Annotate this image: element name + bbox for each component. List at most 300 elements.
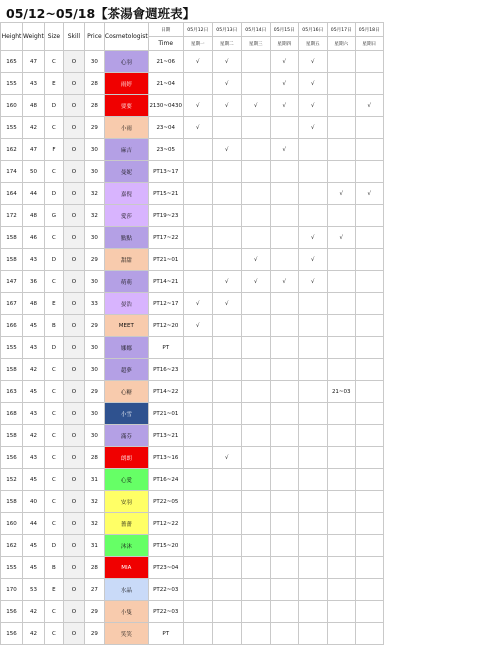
cell-day [355, 337, 383, 359]
check-mark: √ [298, 95, 327, 117]
cell-day [270, 117, 298, 139]
check-mark: √ [212, 139, 241, 161]
table-row [1, 403, 384, 425]
cell-day [355, 139, 383, 161]
cell-price: 31 [84, 535, 104, 557]
check-mark: √ [298, 51, 327, 73]
cell-day [183, 579, 212, 601]
cell-time: PT15~21 [148, 183, 183, 205]
cell-day [327, 557, 355, 579]
cell-size: F [44, 139, 63, 161]
table-row [1, 183, 384, 205]
cell-skill: O [63, 227, 84, 249]
cell-day [241, 161, 270, 183]
cell-cosmetologist: 小雨 [104, 117, 148, 139]
cell-skill: O [63, 95, 84, 117]
cell-time: 23~05 [148, 139, 183, 161]
cell-day [212, 535, 241, 557]
cell-day [183, 557, 212, 579]
cell-size: G [44, 205, 63, 227]
cell-skill: O [63, 117, 84, 139]
check-mark: √ [355, 183, 383, 205]
cell-day [241, 205, 270, 227]
cell-time: PT21~01 [148, 249, 183, 271]
cell-size: C [44, 271, 63, 293]
cell-day [298, 403, 327, 425]
cell-price: 32 [84, 205, 104, 227]
cell-day [270, 601, 298, 623]
cell-day [183, 183, 212, 205]
header-date: 05月16日 [298, 23, 327, 37]
cell-price: 32 [84, 491, 104, 513]
cell-time: PT14~22 [148, 381, 183, 403]
check-mark: √ [298, 249, 327, 271]
cell-day [270, 183, 298, 205]
cell-time: PT22~03 [148, 601, 183, 623]
cell-time: PT14~21 [148, 271, 183, 293]
cell-size: C [44, 491, 63, 513]
cell-day [327, 491, 355, 513]
check-mark: √ [212, 95, 241, 117]
cell-cosmetologist: 要要 [104, 95, 148, 117]
cell-day [327, 293, 355, 315]
cell-height: 165 [1, 51, 23, 73]
cell-day [298, 381, 327, 403]
cell-size: B [44, 557, 63, 579]
table-row [1, 381, 384, 403]
cell-day [355, 205, 383, 227]
table-row [1, 337, 384, 359]
cell-day [327, 117, 355, 139]
cell-day [327, 579, 355, 601]
table-row [1, 139, 384, 161]
cell-day [270, 381, 298, 403]
cell-height: 164 [1, 183, 23, 205]
cell-day [327, 51, 355, 73]
cell-size: E [44, 73, 63, 95]
cell-weight: 36 [23, 271, 45, 293]
cell-time: PT13~16 [148, 447, 183, 469]
cell-day [327, 447, 355, 469]
cell-cosmetologist: 晏浩 [104, 293, 148, 315]
cell-price: 30 [84, 227, 104, 249]
cell-price: 31 [84, 469, 104, 491]
table-row [1, 491, 384, 513]
cell-time: PT12~17 [148, 293, 183, 315]
cell-weight: 42 [23, 623, 45, 645]
check-mark: √ [212, 293, 241, 315]
cell-weight: 45 [23, 381, 45, 403]
cell-skill: O [63, 557, 84, 579]
cell-day [212, 579, 241, 601]
cell-day [298, 337, 327, 359]
table-row [1, 271, 384, 293]
cell-cosmetologist: 沐沐 [104, 535, 148, 557]
cell-day [241, 403, 270, 425]
cell-skill: O [63, 359, 84, 381]
cell-day [355, 271, 383, 293]
cell-day [270, 249, 298, 271]
cell-price: 29 [84, 315, 104, 337]
cell-day [355, 227, 383, 249]
cell-day [241, 183, 270, 205]
cell-day [183, 249, 212, 271]
cell-day [355, 601, 383, 623]
cell-time: PT13~21 [148, 425, 183, 447]
cell-price: 29 [84, 381, 104, 403]
cell-price: 30 [84, 337, 104, 359]
cell-cosmetologist: 超夢 [104, 359, 148, 381]
cell-day [327, 403, 355, 425]
cell-day [183, 513, 212, 535]
cell-cosmetologist: 安羽 [104, 491, 148, 513]
header-height: Height [1, 23, 23, 51]
header-weekday: 星期日 [355, 37, 383, 51]
cell-day [270, 315, 298, 337]
cell-price: 30 [84, 139, 104, 161]
cell-size: C [44, 381, 63, 403]
cell-time: PT21~01 [148, 403, 183, 425]
cell-weight: 48 [23, 205, 45, 227]
cell-day [241, 227, 270, 249]
cell-day [355, 161, 383, 183]
cell-day [270, 513, 298, 535]
cell-time: 21~06 [148, 51, 183, 73]
cell-skill: O [63, 337, 84, 359]
cell-day [270, 403, 298, 425]
cell-day [212, 601, 241, 623]
cell-day [327, 205, 355, 227]
cell-day [298, 293, 327, 315]
cell-day [241, 359, 270, 381]
header-skill: Skill [63, 23, 84, 51]
cell-size: E [44, 293, 63, 315]
table-row [1, 117, 384, 139]
cell-skill: O [63, 183, 84, 205]
cell-size: D [44, 95, 63, 117]
cell-time: PT19~23 [148, 205, 183, 227]
cell-day [183, 425, 212, 447]
cell-skill: O [63, 403, 84, 425]
check-mark: √ [327, 183, 355, 205]
cell-price: 30 [84, 403, 104, 425]
cell-day [183, 535, 212, 557]
cell-day [355, 315, 383, 337]
cell-day [241, 381, 270, 403]
header-weekday: 星期六 [327, 37, 355, 51]
header-weight: Weight [23, 23, 45, 51]
cell-day [298, 601, 327, 623]
cell-time: PT12~22 [148, 513, 183, 535]
header-time: Time [148, 37, 183, 51]
cell-day [327, 425, 355, 447]
cell-cosmetologist: 愛莎 [104, 205, 148, 227]
check-mark: √ [270, 271, 298, 293]
table-row [1, 293, 384, 315]
cell-day [298, 359, 327, 381]
cell-time: PT23~04 [148, 557, 183, 579]
cell-size: C [44, 403, 63, 425]
cell-cosmetologist: 薔薔 [104, 513, 148, 535]
table-row [1, 51, 384, 73]
cell-height: 167 [1, 293, 23, 315]
cell-height: 158 [1, 359, 23, 381]
check-mark: √ [270, 139, 298, 161]
cell-height: 155 [1, 73, 23, 95]
check-mark: √ [298, 227, 327, 249]
table-row [1, 249, 384, 271]
header-weekday: 星期二 [212, 37, 241, 51]
cell-skill: O [63, 271, 84, 293]
cell-cosmetologist: 點點 [104, 227, 148, 249]
cell-height: 155 [1, 337, 23, 359]
cell-day [355, 381, 383, 403]
table-row [1, 447, 384, 469]
cell-time: PT12~20 [148, 315, 183, 337]
cell-day [212, 315, 241, 337]
cell-height: 168 [1, 403, 23, 425]
cell-time: PT [148, 337, 183, 359]
cell-weight: 44 [23, 183, 45, 205]
cell-weight: 45 [23, 535, 45, 557]
cell-cosmetologist: 滿芬 [104, 425, 148, 447]
table-row [1, 623, 384, 645]
table-header [1, 23, 384, 51]
check-mark: √ [183, 293, 212, 315]
cell-size: B [44, 315, 63, 337]
check-mark: √ [298, 117, 327, 139]
header-weekday: 星期五 [298, 37, 327, 51]
cell-skill: O [63, 623, 84, 645]
cell-time: PT16~23 [148, 359, 183, 381]
cell-day [212, 249, 241, 271]
cell-day [241, 337, 270, 359]
cell-day [355, 557, 383, 579]
cell-day [327, 315, 355, 337]
cell-day [241, 139, 270, 161]
table-row [1, 425, 384, 447]
cell-day [212, 337, 241, 359]
cell-day [212, 205, 241, 227]
cell-day [212, 425, 241, 447]
cell-weight: 45 [23, 469, 45, 491]
cell-weight: 45 [23, 315, 45, 337]
cell-weight: 48 [23, 95, 45, 117]
cell-day [355, 117, 383, 139]
check-mark: √ [270, 73, 298, 95]
cell-day [327, 623, 355, 645]
cell-cosmetologist: 曼妮 [104, 161, 148, 183]
cell-time: PT17~22 [148, 227, 183, 249]
header-date: 05月18日 [355, 23, 383, 37]
cell-day [241, 623, 270, 645]
cell-height: 162 [1, 535, 23, 557]
cell-day [241, 51, 270, 73]
cell-day [327, 95, 355, 117]
cell-height: 158 [1, 425, 23, 447]
check-mark: √ [241, 271, 270, 293]
cell-day [355, 513, 383, 535]
header-date: 05月17日 [327, 23, 355, 37]
cell-day [212, 183, 241, 205]
cell-height: 156 [1, 447, 23, 469]
check-mark: √ [241, 95, 270, 117]
header-date: 05月15日 [270, 23, 298, 37]
cell-day [270, 425, 298, 447]
cell-day [183, 403, 212, 425]
cell-size: C [44, 51, 63, 73]
header-cosmetologist: Cosmetologist [104, 23, 148, 51]
cell-weight: 44 [23, 513, 45, 535]
cell-day [270, 161, 298, 183]
cell-cosmetologist: 萌萌 [104, 271, 148, 293]
cell-price: 28 [84, 447, 104, 469]
cell-day [212, 359, 241, 381]
cell-skill: O [63, 601, 84, 623]
cell-weight: 43 [23, 73, 45, 95]
cell-price: 30 [84, 359, 104, 381]
cell-size: D [44, 183, 63, 205]
cell-day [355, 447, 383, 469]
cell-cosmetologist: 小雪 [104, 403, 148, 425]
cell-cosmetologist: 雨婷 [104, 73, 148, 95]
cell-day [183, 139, 212, 161]
page-title: 05/12~05/18【茶湯會週班表】 [6, 6, 196, 21]
cell-time: PT [148, 623, 183, 645]
cell-price: 30 [84, 51, 104, 73]
cell-size: E [44, 579, 63, 601]
header-size: Size [44, 23, 63, 51]
cell-skill: O [63, 51, 84, 73]
table-body [1, 51, 384, 645]
cell-day [270, 623, 298, 645]
cell-weight: 47 [23, 51, 45, 73]
cell-day [241, 447, 270, 469]
cell-day [241, 535, 270, 557]
cell-cosmetologist: 嘉倪 [104, 183, 148, 205]
cell-cosmetologist: MIA [104, 557, 148, 579]
cell-skill: O [63, 381, 84, 403]
cell-height: 155 [1, 117, 23, 139]
cell-height: 166 [1, 315, 23, 337]
cell-day [298, 139, 327, 161]
table-row [1, 513, 384, 535]
cell-weight: 42 [23, 359, 45, 381]
cell-price: 28 [84, 73, 104, 95]
cell-day [355, 403, 383, 425]
cell-size: C [44, 447, 63, 469]
check-mark: √ [270, 51, 298, 73]
cell-price: 28 [84, 557, 104, 579]
cell-day [212, 403, 241, 425]
cell-day [241, 513, 270, 535]
cell-skill: O [63, 447, 84, 469]
check-mark: √ [212, 271, 241, 293]
cell-size: C [44, 601, 63, 623]
cell-weight: 43 [23, 249, 45, 271]
cell-skill: O [63, 205, 84, 227]
cell-day [183, 205, 212, 227]
cell-day [212, 491, 241, 513]
cell-height: 152 [1, 469, 23, 491]
cell-day [241, 491, 270, 513]
cell-price: 29 [84, 117, 104, 139]
table-row [1, 227, 384, 249]
header-date: 05月13日 [212, 23, 241, 37]
cell-day [183, 161, 212, 183]
cell-day [355, 425, 383, 447]
header-date-label: 日期 [148, 23, 183, 37]
cell-day [212, 227, 241, 249]
table-row [1, 601, 384, 623]
cell-day [298, 513, 327, 535]
cell-cosmetologist: 朗朗 [104, 447, 148, 469]
check-mark: √ [270, 95, 298, 117]
cell-height: 156 [1, 601, 23, 623]
table-row [1, 205, 384, 227]
cell-size: C [44, 425, 63, 447]
cell-day [327, 73, 355, 95]
cell-cosmetologist: 心糖 [104, 381, 148, 403]
cell-day [327, 601, 355, 623]
cell-weight: 40 [23, 491, 45, 513]
cell-time: 2130~0430 [148, 95, 183, 117]
cell-price: 33 [84, 293, 104, 315]
cell-weight: 46 [23, 227, 45, 249]
check-mark: √ [212, 447, 241, 469]
cell-price: 30 [84, 161, 104, 183]
cell-size: C [44, 117, 63, 139]
cell-weight: 43 [23, 337, 45, 359]
cell-size: C [44, 227, 63, 249]
cell-size: C [44, 359, 63, 381]
cell-day [183, 359, 212, 381]
cell-day [270, 579, 298, 601]
cell-skill: O [63, 249, 84, 271]
cell-day [327, 513, 355, 535]
check-mark: √ [298, 271, 327, 293]
table-row [1, 579, 384, 601]
cell-day [355, 535, 383, 557]
cell-size: C [44, 513, 63, 535]
cell-cosmetologist: 甜甜 [104, 249, 148, 271]
cell-day [241, 293, 270, 315]
cell-height: 163 [1, 381, 23, 403]
cell-size: C [44, 469, 63, 491]
cell-price: 27 [84, 579, 104, 601]
cell-note: 21~03 [327, 381, 355, 403]
cell-day [298, 557, 327, 579]
cell-weight: 45 [23, 557, 45, 579]
table-row [1, 359, 384, 381]
cell-day [298, 491, 327, 513]
cell-day [183, 337, 212, 359]
header-date: 05月14日 [241, 23, 270, 37]
cell-height: 156 [1, 623, 23, 645]
cell-weight: 43 [23, 403, 45, 425]
cell-day [241, 425, 270, 447]
cell-day [212, 513, 241, 535]
cell-day [241, 557, 270, 579]
cell-day [298, 183, 327, 205]
cell-time: PT13~17 [148, 161, 183, 183]
cell-day [327, 535, 355, 557]
cell-day [241, 601, 270, 623]
header-date: 05月12日 [183, 23, 212, 37]
cell-day [355, 491, 383, 513]
cell-day [298, 447, 327, 469]
cell-day [183, 227, 212, 249]
